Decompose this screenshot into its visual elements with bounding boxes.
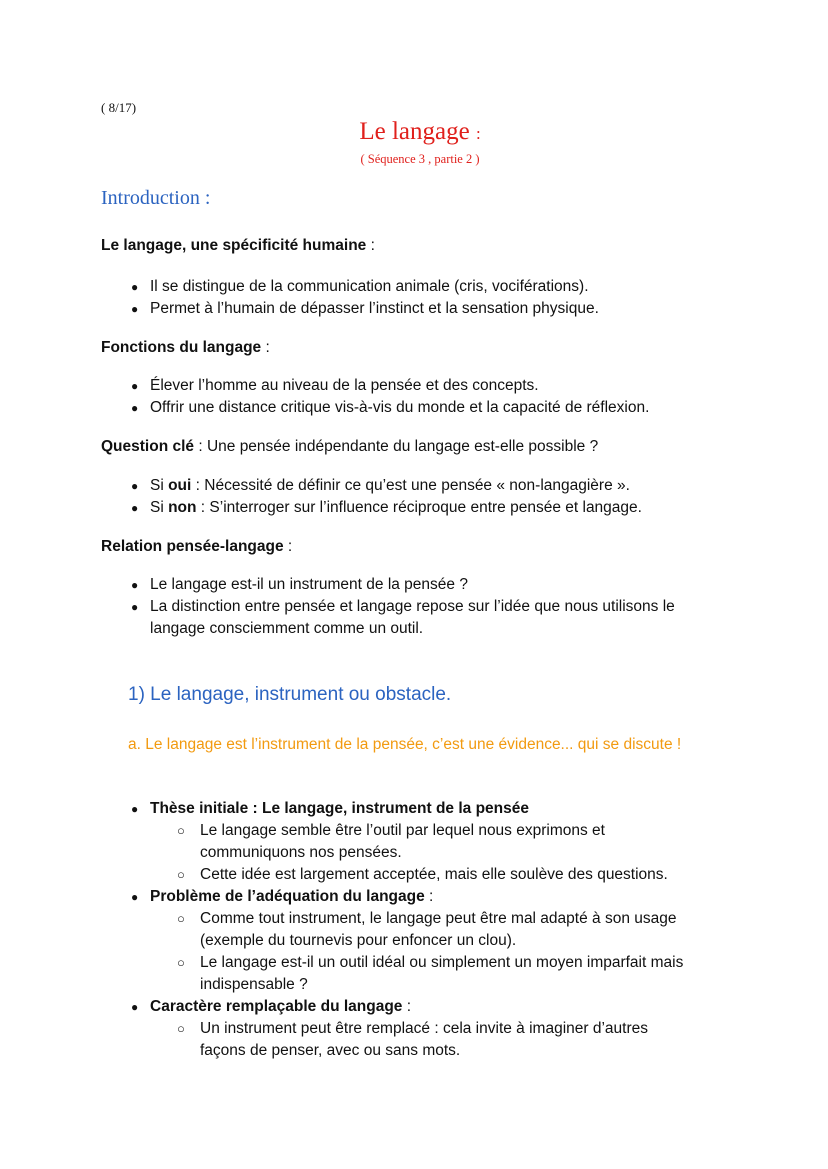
title-text: Le langage (359, 118, 470, 145)
block-heading: Relation pensée-langage : (101, 538, 293, 555)
page-number: ( 8/17) (101, 100, 137, 115)
bullet-icon: ● (131, 479, 139, 493)
subtitle: ( Séquence 3 , partie 2 ) (360, 152, 480, 166)
bullet-icon: ● (131, 302, 139, 316)
bullet-icon: ● (131, 600, 139, 614)
list-item: ● Il se distingue de la communication animale (cris, vociférations). (150, 276, 589, 298)
sub-item-continuation: indispensable ? (200, 976, 308, 993)
bullet-icon: ● (131, 379, 139, 393)
sub-item-continuation: communiquons nos pensées. (200, 844, 402, 861)
bullet-icon: ● (131, 280, 139, 294)
circle-bullet-icon: ○ (177, 955, 185, 970)
bullet-icon: ● (131, 890, 139, 904)
circle-bullet-icon: ○ (177, 1021, 185, 1036)
section-heading: 1) Le langage, instrument ou obstacle. (128, 684, 452, 705)
introduction-heading: Introduction : (101, 187, 211, 209)
point-heading: ● Caractère remplaçable du langage : (150, 996, 411, 1018)
bullet-icon: ● (131, 578, 139, 592)
circle-bullet-icon: ○ (177, 911, 185, 926)
sub-item-continuation: (exemple du tournevis pour enfoncer un clou). (200, 932, 517, 949)
list-item: ● Le langage est-il un instrument de la pensée ? (150, 574, 468, 596)
bullet-icon: ● (131, 1000, 139, 1014)
sub-item: ○ Le langage semble être l’outil par lequel nous exprimons et (200, 820, 605, 842)
list-item: ● Offrir une distance critique vis-à-vis du monde et la capacité de réflexion. (150, 397, 649, 419)
list-item: ● La distinction entre pensée et langage repose sur l’idée que nous utilisons le (150, 596, 675, 618)
sub-item-continuation: façons de penser, avec ou sans mots. (200, 1042, 461, 1059)
title-colon: : (475, 124, 481, 143)
block-heading: Le langage, une spécificité humaine : (101, 237, 375, 254)
sub-item: ○ Le langage est-il un outil idéal ou simplement un moyen imparfait mais (200, 952, 683, 974)
sub-item: ○ Comme tout instrument, le langage peut être mal adapté à son usage (200, 908, 676, 930)
block-heading: Question clé : Une pensée indépendante du langage est-elle possible ? (101, 438, 599, 455)
block-heading: Fonctions du langage : (101, 339, 270, 356)
bullet-icon: ● (131, 501, 139, 515)
page-title (0, 116, 828, 148)
point-heading: ● Thèse initiale : Le langage, instrument de la pensée (150, 798, 529, 820)
bullet-icon: ● (131, 802, 139, 816)
point-heading: ● Problème de l’adéquation du langage : (150, 886, 433, 908)
bullet-icon: ● (131, 401, 139, 415)
circle-bullet-icon: ○ (177, 867, 185, 882)
circle-bullet-icon: ○ (177, 823, 185, 838)
subsection-heading: a. Le langage est l’instrument de la pensée, c’est une évidence... qui se discute ! (128, 736, 682, 753)
list-item: ● Permet à l’humain de dépasser l’instinct et la sensation physique. (150, 298, 599, 320)
list-item: ● Élever l’homme au niveau de la pensée et des concepts. (150, 375, 539, 397)
list-item-continuation: langage consciemment comme un outil. (150, 620, 424, 637)
sub-item: ○ Un instrument peut être remplacé : cela invite à imaginer d’autres (200, 1018, 648, 1040)
list-item: ● Si non : S’interroger sur l’influence réciproque entre pensée et langage. (150, 497, 642, 519)
sub-item: ○ Cette idée est largement acceptée, mais elle soulève des questions. (200, 864, 668, 886)
list-item: ● Si oui : Nécessité de définir ce qu’est une pensée « non-langagière ». (150, 475, 630, 497)
